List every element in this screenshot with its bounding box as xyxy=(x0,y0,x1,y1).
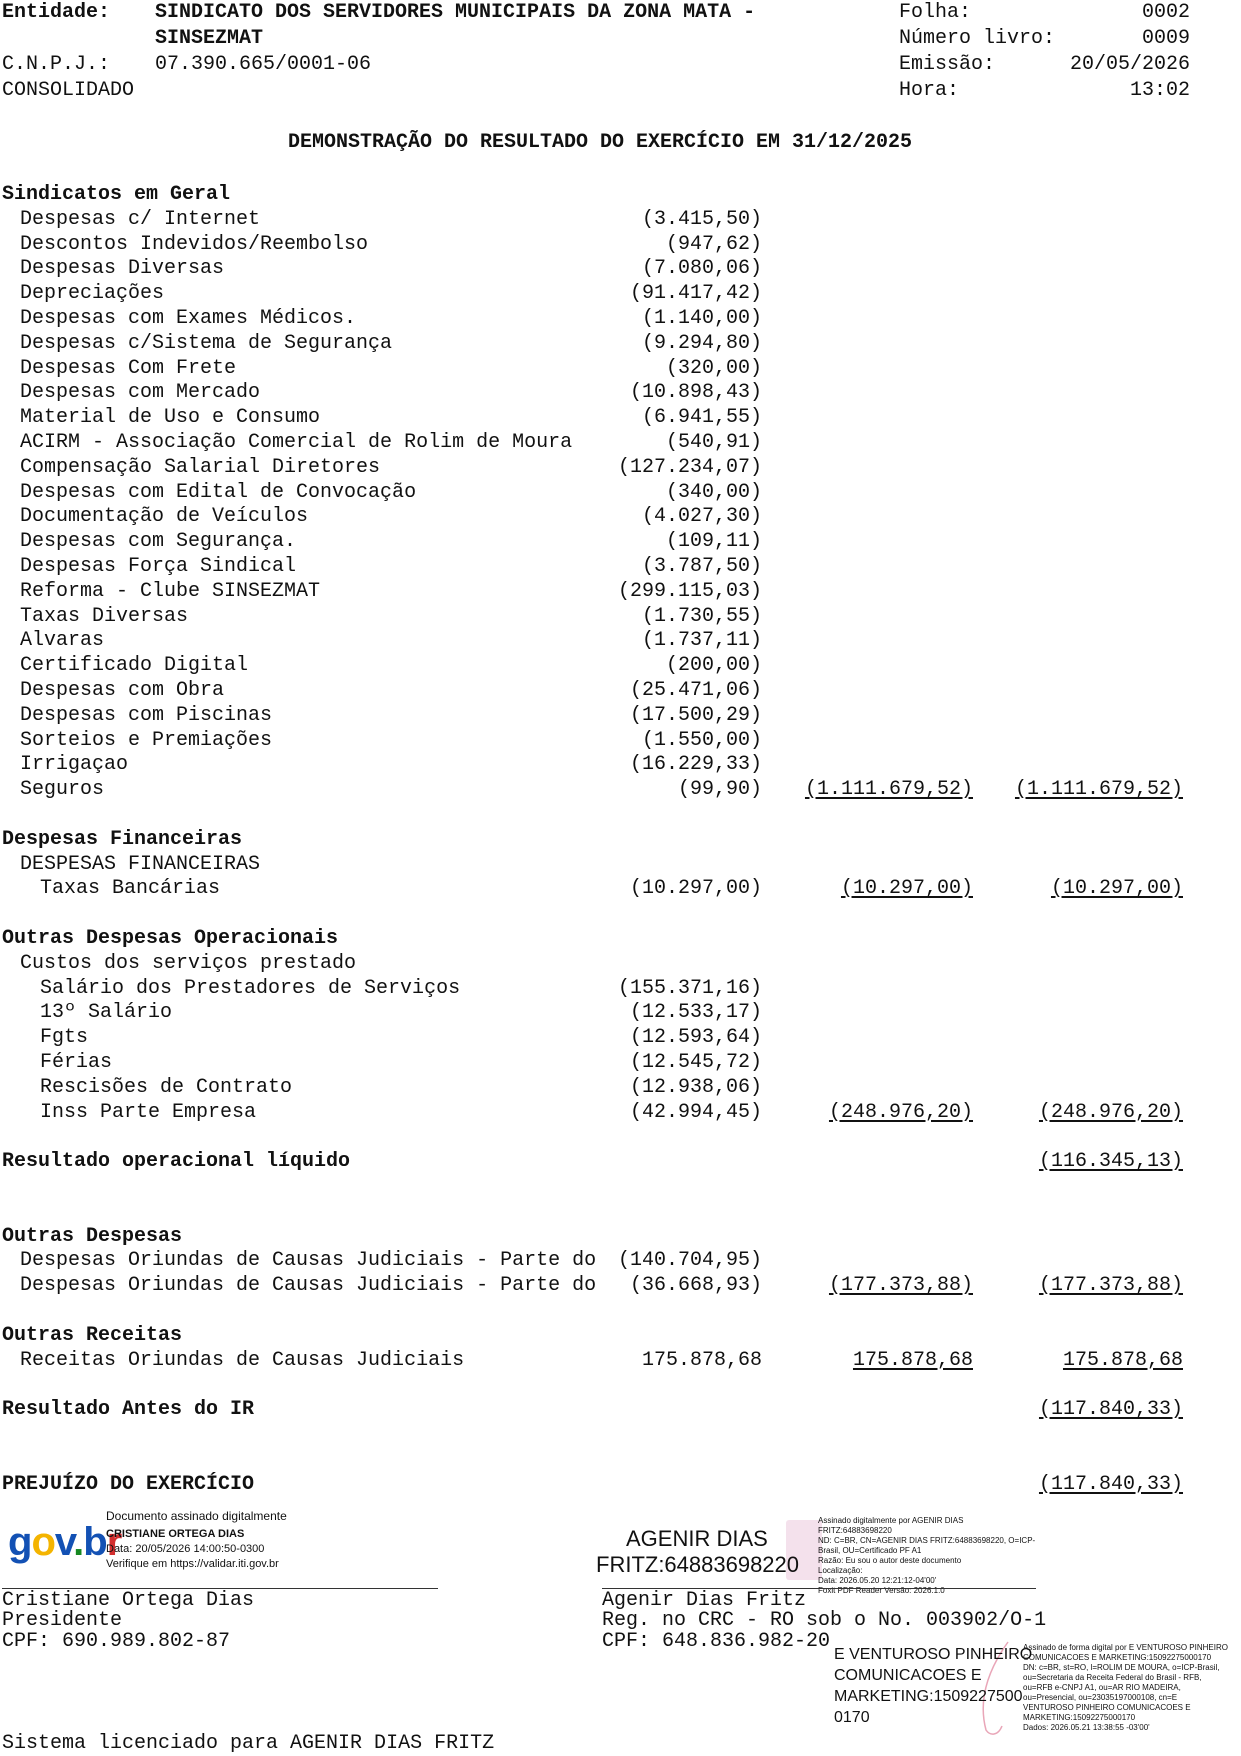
account-label: Despesas Força Sindical xyxy=(20,555,297,578)
account-label: Receitas Oriundas de Causas Judiciais xyxy=(20,1348,465,1372)
stamp-detail-line: Localização: xyxy=(818,1566,863,1575)
amount-value: (7.080,06) xyxy=(641,257,762,281)
account-label: Fgts xyxy=(40,1026,89,1050)
statement-row xyxy=(0,752,1241,777)
govbr-signer: CRISTIANE ORTEGA DIAS xyxy=(106,1528,245,1540)
account-label: Irrigaçao xyxy=(20,753,129,777)
statement-row xyxy=(0,405,1241,430)
amount-value: (4.027,30) xyxy=(641,505,762,529)
amount-value: (9.294,80) xyxy=(641,331,762,355)
agenir-stamp-details xyxy=(818,1516,1035,1596)
statement-row xyxy=(0,703,1241,728)
blank-row xyxy=(0,1422,1241,1447)
account-label: Despesas c/Sistema de Segurança xyxy=(20,331,393,355)
amount-value: (299.115,03) xyxy=(617,579,762,603)
statement-row xyxy=(0,951,1241,976)
statement-row xyxy=(0,1348,1241,1373)
statement-row xyxy=(0,1100,1241,1125)
venturoso-stamp-name xyxy=(834,1644,1032,1728)
stamp-detail-line: Assinado de forma digital por E VENTUROSO PINHEIRO xyxy=(1023,1643,1228,1652)
amount-value: (25.471,06) xyxy=(629,679,762,702)
statement-row xyxy=(0,1472,1241,1497)
section-heading: Sindicatos em Geral xyxy=(2,183,231,206)
stamp-detail-line: ou=Presencial, ou=23035197000108, cn=E xyxy=(1023,1693,1178,1702)
amount-value: (3.415,50) xyxy=(641,207,762,231)
amount-value: (1.730,55) xyxy=(641,604,762,628)
amount-value: (1.550,00) xyxy=(641,728,762,752)
group-total: (248.976,20) xyxy=(828,1100,973,1124)
amount-value: (36.668,93) xyxy=(629,1274,762,1298)
section-total: (117.840,33) xyxy=(1038,1398,1183,1422)
amount-value: (155.371,16) xyxy=(617,976,762,1000)
account-label: Descontos Indevidos/Reembolso xyxy=(20,232,369,256)
statement-row xyxy=(0,331,1241,356)
statement-row xyxy=(0,653,1241,678)
statement-row xyxy=(0,827,1241,852)
stamp-detail-line: COMUNICACOES E MARKETING:15092275000170 xyxy=(1023,1653,1212,1662)
section-heading: Resultado operacional líquido xyxy=(2,1150,351,1174)
stamp-detail-line: ou=RFB e-CNPJ A1, ou=AR RIO MADEIRA, xyxy=(1023,1683,1181,1692)
statement-row xyxy=(0,380,1241,405)
livro-label: Número livro: xyxy=(899,27,1056,50)
blank-row xyxy=(0,1174,1241,1199)
statement-row xyxy=(0,1224,1241,1249)
section-total: (1.111.679,52) xyxy=(1014,778,1183,802)
amount-value: (1.140,00) xyxy=(641,307,762,330)
statement-row xyxy=(0,554,1241,579)
stamp-detail-line: FRITZ:64883698220 xyxy=(818,1526,892,1535)
amount-value: (6.941,55) xyxy=(641,406,762,430)
agenir-stamp-name-line1: AGENIR DIAS xyxy=(626,1526,768,1551)
account-label: Despesas Oriundas de Causas Judiciais - Parte do xyxy=(20,1249,597,1273)
stamp-detail-line: Foxit PDF Reader Versão: 2026.1.0 xyxy=(818,1586,945,1595)
group-total: (177.373,88) xyxy=(828,1274,973,1298)
amount-value: 175.878,68 xyxy=(641,1348,762,1372)
stamp-detail-line: Dados: 2026.05.21 13:38:55 -03'00' xyxy=(1023,1723,1150,1732)
cnpj-value: 07.390.665/0001-06 xyxy=(155,53,372,76)
section-heading: Resultado Antes do IR xyxy=(2,1398,255,1422)
statement-row xyxy=(0,926,1241,951)
section-total: (10.297,00) xyxy=(1050,877,1183,901)
amount-value: (3.787,50) xyxy=(641,555,762,578)
amount-value: (12.593,64) xyxy=(629,1026,762,1050)
account-label: Taxas Bancárias xyxy=(40,877,221,901)
account-label: ACIRM - Associação Comercial de Rolim de Moura xyxy=(20,431,573,454)
statement-row xyxy=(0,256,1241,281)
stamp-detail-line: VENTUROSO PINHEIRO COMUNICACOES E xyxy=(1023,1703,1191,1712)
account-label: Despesas Diversas xyxy=(20,257,225,281)
account-label: Documentação de Veículos xyxy=(20,505,309,529)
amount-value: (99,90) xyxy=(677,778,762,802)
account-label: DESPESAS FINANCEIRAS xyxy=(20,852,261,876)
section-total: (117.840,33) xyxy=(1038,1472,1183,1496)
folha-label: Folha: xyxy=(899,1,972,24)
statement-row xyxy=(0,604,1241,629)
section-total: 175.878,68 xyxy=(1062,1348,1183,1372)
account-label: Custos dos serviços prestado xyxy=(20,951,357,975)
govbr-heading: Documento assinado digitalmente xyxy=(106,1509,287,1523)
govbr-logo: gov.br xyxy=(8,1520,122,1564)
statement-row xyxy=(0,306,1241,331)
amount-value: (16.229,33) xyxy=(629,753,762,777)
account-label: Certificado Digital xyxy=(20,654,249,678)
account-label: Compensação Salarial Diretores xyxy=(20,455,381,479)
amount-value: (127.234,07) xyxy=(617,455,762,479)
statement-row xyxy=(0,728,1241,753)
signatory2-reg: Reg. no CRC - RO sob o No. 003902/O-1 xyxy=(602,1609,1047,1632)
entity-name-line1: SINDICATO DOS SERVIDORES MUNICIPAIS DA ZONA MATA - xyxy=(155,1,756,24)
statement-row xyxy=(0,281,1241,306)
account-label: Reforma - Clube SINSEZMAT xyxy=(20,579,321,603)
amount-value: (10.898,43) xyxy=(629,381,762,405)
statement-row xyxy=(0,678,1241,703)
stamp-detail-line: Razão: Eu sou o autor deste documento xyxy=(818,1556,962,1565)
signatory2-name: Agenir Dias Fritz xyxy=(602,1589,807,1612)
account-label: Despesas com Exames Médicos. xyxy=(20,307,357,330)
section-heading: Outras Despesas Operacionais xyxy=(2,927,339,950)
statement-row xyxy=(0,480,1241,505)
statement-row xyxy=(0,430,1241,455)
statement-row xyxy=(0,529,1241,554)
amount-value: (10.297,00) xyxy=(629,877,762,901)
signatory1-role: Presidente xyxy=(2,1609,123,1632)
blank-row xyxy=(0,1447,1241,1472)
section-total: (248.976,20) xyxy=(1038,1100,1183,1124)
amount-value: (12.533,17) xyxy=(629,1001,762,1025)
statement-row xyxy=(0,579,1241,604)
amount-value: (109,11) xyxy=(665,530,762,554)
entity-label: Entidade: xyxy=(2,1,111,24)
account-label: Rescisões de Contrato xyxy=(40,1075,293,1099)
statement-row xyxy=(0,356,1241,381)
account-label: Alvaras xyxy=(20,629,105,653)
amount-value: (42.994,45) xyxy=(629,1100,762,1124)
group-total: (10.297,00) xyxy=(840,877,973,901)
stamp-name-line: COMUNICACOES E xyxy=(834,1667,982,1684)
stamp-name-line: 0170 xyxy=(834,1709,870,1726)
account-label: Despesas com Edital de Convocação xyxy=(20,480,417,504)
statement-row xyxy=(0,1050,1241,1075)
amount-value: (140.704,95) xyxy=(617,1249,762,1273)
section-heading: Outras Receitas xyxy=(2,1323,183,1347)
amount-value: (947,62) xyxy=(665,232,762,256)
account-label: Despesas com Segurança. xyxy=(20,530,297,554)
statement-row xyxy=(0,207,1241,232)
cnpj-label: C.N.P.J.: xyxy=(2,53,111,76)
amount-value: (200,00) xyxy=(665,654,762,678)
account-label: Material de Uso e Consumo xyxy=(20,406,321,430)
stamp-detail-line: Brasil, OU=Certificado PF A1 xyxy=(818,1546,922,1555)
entity-name-line2: SINSEZMAT xyxy=(155,27,264,50)
statement-row xyxy=(0,976,1241,1001)
section-heading: Outras Despesas xyxy=(2,1224,183,1248)
blank-row xyxy=(0,1124,1241,1149)
group-total: (1.111.679,52) xyxy=(804,778,973,802)
statement-row xyxy=(0,777,1241,802)
statement-row xyxy=(0,1149,1241,1174)
account-label: Despesas com Obra xyxy=(20,679,225,702)
account-label: Despesas com Piscinas xyxy=(20,703,273,727)
section-total: (116.345,13) xyxy=(1038,1150,1183,1174)
govbr-verify: Verifique em https://validar.iti.gov.br xyxy=(106,1558,279,1570)
account-label: Despesas c/ Internet xyxy=(20,207,261,231)
blank-row xyxy=(0,802,1241,827)
amount-value: (320,00) xyxy=(665,356,762,380)
statement-row xyxy=(0,182,1241,207)
statement-row xyxy=(0,232,1241,257)
amount-value: (17.500,29) xyxy=(629,703,762,727)
statement-row xyxy=(0,1025,1241,1050)
amount-value: (340,00) xyxy=(665,480,762,504)
statement-row xyxy=(0,1000,1241,1025)
account-label: Salário dos Prestadores de Serviços xyxy=(40,976,461,1000)
account-label: Seguros xyxy=(20,778,105,802)
consolidado-label: CONSOLIDADO xyxy=(2,79,135,102)
account-label: Despesas Oriundas de Causas Judiciais - Parte do xyxy=(20,1274,597,1298)
account-label: Sorteios e Premiações xyxy=(20,728,273,752)
folha-value: 0002 xyxy=(1141,1,1190,24)
emissao-value: 20/05/2026 xyxy=(1069,53,1190,76)
agenir-stamp-name-line2: FRITZ:64883698220 xyxy=(596,1552,800,1577)
statement-row xyxy=(0,1273,1241,1298)
hora-label: Hora: xyxy=(899,79,960,102)
blank-row xyxy=(0,1199,1241,1224)
stamp-detail-line: ND: C=BR, CN=AGENIR DIAS FRITZ:64883698220, O=ICP- xyxy=(818,1536,1036,1545)
stamp-detail-line: DN: c=BR, st=RO, l=ROLIM DE MOURA, o=ICP-Brasil, xyxy=(1023,1663,1220,1672)
blank-row xyxy=(0,1298,1241,1323)
amount-value: (12.545,72) xyxy=(629,1051,762,1074)
statement-row xyxy=(0,1075,1241,1100)
statement-row xyxy=(0,1397,1241,1422)
account-label: Depreciações xyxy=(20,282,165,306)
account-label: Inss Parte Empresa xyxy=(40,1100,257,1124)
group-total: 175.878,68 xyxy=(852,1348,973,1372)
account-label: Despesas com Mercado xyxy=(20,381,261,405)
signatory1-cpf: CPF: 690.989.802-87 xyxy=(2,1630,231,1653)
report-title: DEMONSTRAÇÃO DO RESULTADO DO EXERCÍCIO EM 31/12/2025 xyxy=(287,131,913,154)
hora-value: 13:02 xyxy=(1129,79,1190,102)
account-label: Férias xyxy=(40,1051,113,1074)
statement-row xyxy=(0,455,1241,480)
statement-row xyxy=(0,852,1241,877)
amount-value: (91.417,42) xyxy=(629,282,762,306)
venturoso-stamp-details xyxy=(1023,1643,1228,1733)
signatory2-cpf: CPF: 648.836.982-20 xyxy=(602,1630,831,1653)
statement-row xyxy=(0,876,1241,901)
section-total: (177.373,88) xyxy=(1038,1274,1183,1298)
stamp-name-line: E VENTUROSO PINHEIRO xyxy=(834,1646,1033,1663)
amount-value: (540,91) xyxy=(665,431,762,454)
govbr-date: Data: 20/05/2026 14:00:50-0300 xyxy=(106,1543,265,1555)
signatory1-name: Cristiane Ortega Dias xyxy=(2,1589,255,1612)
statement-row xyxy=(0,504,1241,529)
license-footer: Sistema licenciado para AGENIR DIAS FRITZ xyxy=(2,1732,495,1755)
blank-row xyxy=(0,901,1241,926)
emissao-label: Emissão: xyxy=(899,53,996,76)
stamp-name-line: MARKETING:1509227500 xyxy=(834,1688,1023,1705)
account-label: Taxas Diversas xyxy=(20,604,189,628)
stamp-detail-line: Assinado digitalmente por AGENIR DIAS xyxy=(818,1516,964,1525)
amount-value: (12.938,06) xyxy=(629,1075,762,1099)
section-heading: Despesas Financeiras xyxy=(2,827,243,851)
statement-row xyxy=(0,1323,1241,1348)
blank-row xyxy=(0,1372,1241,1397)
livro-value: 0009 xyxy=(1141,27,1190,50)
statement-row xyxy=(0,1248,1241,1273)
section-heading: PREJUÍZO DO EXERCÍCIO xyxy=(2,1472,255,1496)
stamp-detail-line: MARKETING:15092275000170 xyxy=(1023,1713,1136,1722)
statement-row xyxy=(0,628,1241,653)
stamp-detail-line: ou=Secretaria da Receita Federal do Brasil - RFB, xyxy=(1023,1673,1202,1682)
account-label: 13º Salário xyxy=(40,1001,173,1025)
stamp-detail-line: Data: 2026.05.20 12:21:12-04'00' xyxy=(818,1576,937,1585)
account-label: Despesas Com Frete xyxy=(20,356,237,380)
amount-value: (1.737,11) xyxy=(641,629,762,653)
